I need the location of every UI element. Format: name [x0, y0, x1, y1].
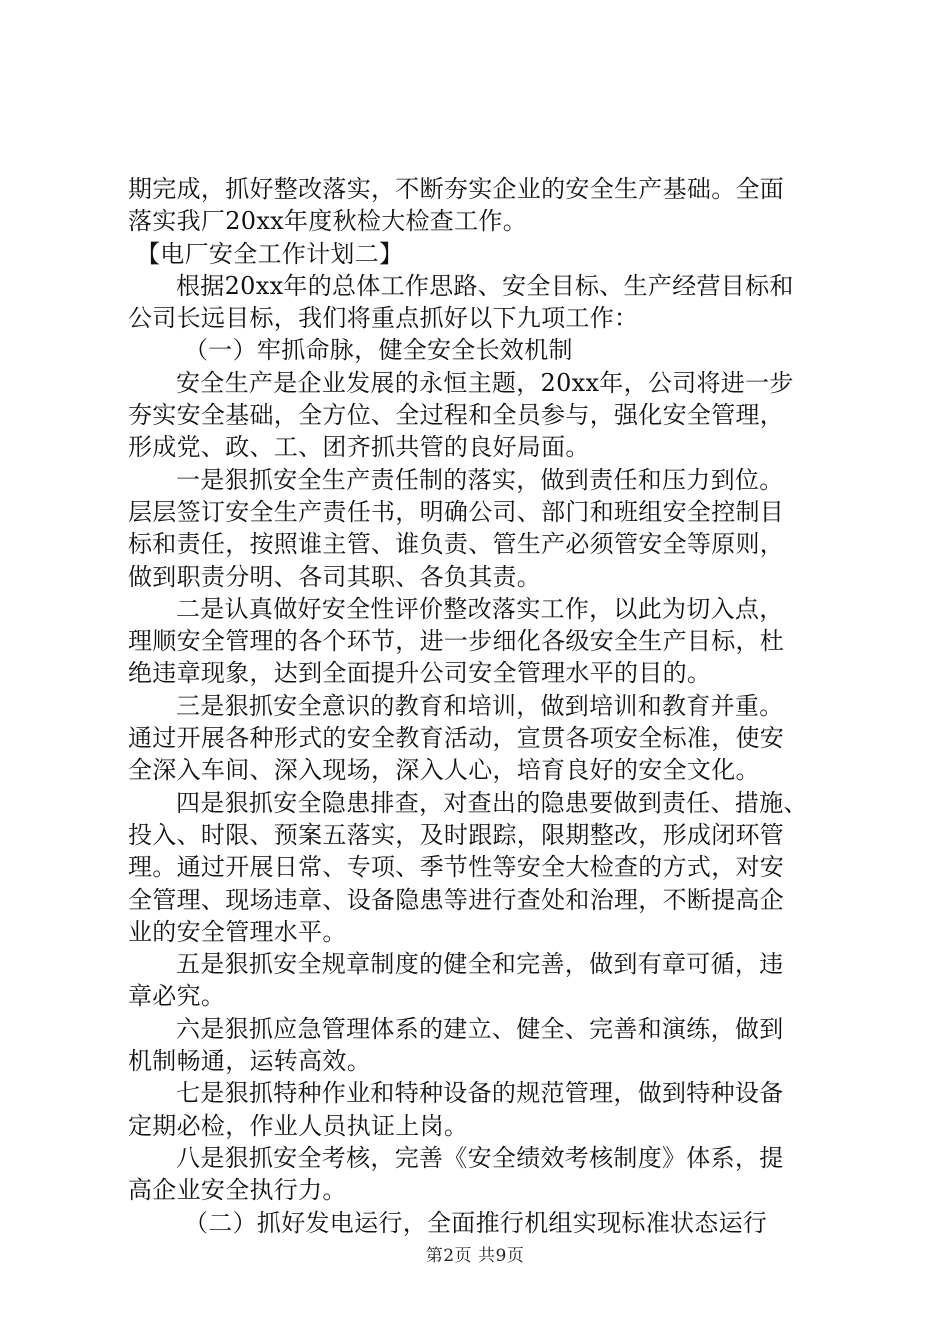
text-line: 层层签订安全生产责任书，明确公司、部门和班组安全控制目 [128, 497, 785, 526]
text-line: 安全生产是企业发展的永恒主题，20xx年，公司将进一步 [176, 368, 794, 397]
text-line: 标和责任，按照谁主管、谁负责、管生产必须管安全等原则， [128, 530, 785, 559]
text-line: 形成党、政、工、团齐抓共管的良好局面。 [128, 433, 590, 462]
text-line: 定期必检，作业人员执证上岗。 [128, 1111, 469, 1140]
document-body [128, 173, 838, 1239]
text-line: 七是狠抓特种作业和特种设备的规范管理，做到特种设备 [176, 1079, 784, 1108]
text-line: 公司长远目标，我们将重点抓好以下九项工作： [128, 304, 639, 333]
text-line: 八是狠抓安全考核，完善《安全绩效考核制度》体系，提 [176, 1143, 784, 1172]
text-line: 四是狠抓安全隐患排查，对查出的隐患要做到责任、措施、 [176, 788, 808, 817]
text-line: 三是狠抓安全意识的教育和培训，做到培训和教育并重。 [176, 691, 784, 720]
text-line: 做到职责分明、各司其职、各负其责。 [128, 562, 542, 591]
text-line: 全管理、现场违章、设备隐患等进行查处和治理，不断提高企 [128, 885, 785, 914]
text-line: 期完成，抓好整改落实，不断夯实企业的安全生产基础。全面 [128, 175, 785, 203]
text-line: 章必究。 [128, 982, 226, 1011]
text-line: 根据20xx年的总体工作思路、安全目标、生产经营目标和 [176, 271, 794, 300]
text-line: 投入、时限、预案五落实，及时跟踪，限期整改，形成闭环管 [128, 820, 785, 849]
text-line: 理顺安全管理的各个环节，进一步细化各级安全生产目标，杜 [128, 627, 785, 656]
text-line: 绝违章现象，达到全面提升公司安全管理水平的目的。 [128, 659, 712, 688]
text-line: 六是狠抓应急管理体系的建立、健全、完善和演练，做到 [176, 1014, 784, 1043]
subsection-heading: （一）牢抓命脉，健全安全长效机制 [184, 336, 573, 365]
section-heading: 【电厂安全工作计划二】 [136, 239, 404, 268]
text-line: 机制畅通，运转高效。 [128, 1047, 371, 1076]
text-line: 通过开展各种形式的安全教育活动，宣贯各项安全标准，使安 [128, 724, 785, 753]
text-line: 高企业安全执行力。 [128, 1176, 347, 1205]
text-line: 夯实安全基础，全方位、全过程和全员参与，强化安全管理， [128, 401, 785, 430]
text-line: 理。通过开展日常、专项、季节性等安全大检查的方式，对安 [128, 853, 785, 882]
text-line: 二是认真做好安全性评价整改落实工作，以此为切入点， [176, 594, 784, 623]
text-line: 五是狠抓安全规章制度的健全和完善，做到有章可循，违 [176, 950, 784, 979]
page-footer: 第2页 共9页 [425, 1246, 525, 1266]
text-line: 一是狠抓安全生产责任制的落实，做到责任和压力到位。 [176, 465, 784, 494]
subsection-heading: （二）抓好发电运行，全面推行机组实现标准状态运行 [184, 1208, 768, 1237]
text-line: 落实我厂20xx年度秋检大检查工作。 [128, 207, 528, 236]
text-line: 全深入车间、深入现场，深入人心，培育良好的安全文化。 [128, 756, 760, 785]
text-line: 业的安全管理水平。 [128, 917, 347, 946]
